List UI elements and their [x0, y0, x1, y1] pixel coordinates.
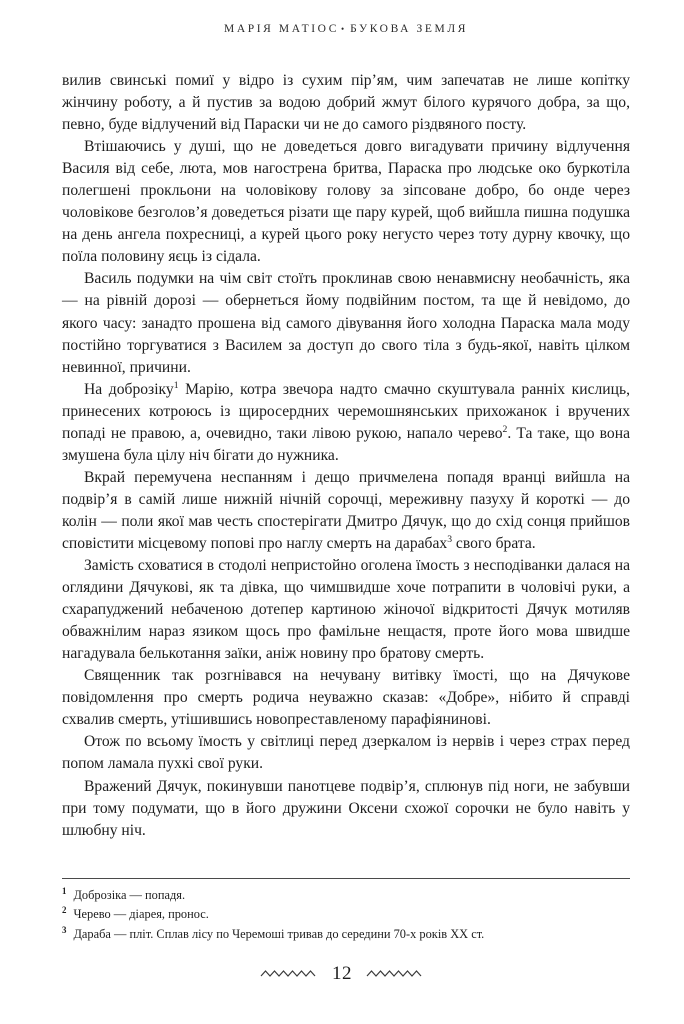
paragraph-text: Вкрай перемучена неспанням і дещо причмелена попадя вранці вийшла на подвір’я в самій лише нижній нічній сорочці, мереживну пазуху й короткі — до колін — поли якої мав честь спостерігати Дмитро Дячук, що до схід сонця прийшов сповістити місцевому попові про наглу смерть на дарабах	[62, 468, 630, 552]
paragraph-text: свого брата.	[452, 534, 536, 552]
footnote-ref-3[interactable]: 3	[447, 533, 453, 545]
zigzag-wave-ornament-icon	[366, 968, 424, 980]
footnote-marker: 1	[62, 885, 67, 896]
paragraph: Отож по всьому їмость у світлиці перед дзеркалом із нервів і через страх перед попом ламала пухкі свої руки.	[62, 733, 630, 773]
running-head	[62, 23, 630, 35]
folio	[0, 963, 684, 985]
paragraph: Вражений Дячук, покинувши панотцеве подвір’я, сплюнув під ноги, не забувши при тому подумати, що в його дружини Оксени схожої сорочки не було навіть у шлюбну ніч.	[62, 777, 630, 839]
footnote-ref-2[interactable]: 2	[502, 423, 508, 435]
paragraph-with-footnote-refs	[62, 379, 630, 467]
page-number: 12	[332, 963, 352, 984]
footnote-ref-1[interactable]: 1	[173, 379, 179, 391]
zigzag-wave-ornament-icon	[260, 968, 318, 980]
footnote-marker: 3	[62, 924, 67, 935]
paragraph: Замість сховатися в стодолі непристойно оголена їмость з несподіванки далася на оглядини Дячукові, як та дівка, що чимшвидше хоче потрапити в чоловічі руки, а схарапуджений небаченою дотепер картиною жіночої відкритості Дячук мотиляв обважнілим нараз язиком щось про фамільне нещастя, проте його мова швидше нагадувала белькотання заїки, аніж новину про братову смерть.	[62, 557, 630, 663]
main-text-block	[62, 70, 630, 842]
footnote-item	[62, 886, 630, 904]
footnote-marker: 2	[62, 905, 67, 916]
paragraph-text: На доброзіку	[84, 380, 174, 398]
running-head-title: БУКОВА ЗЕМЛЯ	[350, 23, 468, 35]
paragraph-text: . Та таке, що вона змушена була цілу ніч бігати до нужника.	[62, 424, 630, 464]
footnote-text: Доброзіка — попадя.	[73, 888, 186, 902]
paragraph: вилив свинські помиї у відро із сухим пір’ям, чим запечатав не лише копітку жінчину роботу, а й пустив за водою добрий жмут білого курячого добра, за що, певно, буде відлучений від Параски чи не до самого різдвяного посту.	[62, 72, 630, 134]
running-head-separator-icon: •	[341, 24, 345, 35]
paragraph: Священник так розгнівався на нечувану витівку їмості, що на Дячукове повідомлення про смерть родича неуважно сказав: «Добре», нібито й справді схвалив смерть, утішившись новопреставленому парафіянинові.	[62, 667, 630, 729]
footnote-item	[62, 905, 630, 923]
running-head-author: МАРІЯ МАТІОС	[224, 23, 339, 35]
paragraph: Василь подумки на чім світ стоїть проклинав свою ненавмисну необачність, яка — на рівній дорозі — обернеться йому подвійним постом, та ще й невідомо, до якого часу: занадто прошена від самого дівування його холодна Параска мала моду постійно торгуватися з Василем за доступ до свого тіла з будь-якої, навіть цілком невинної, причини.	[62, 270, 630, 376]
footnote-item	[62, 925, 630, 943]
footnotes-section	[62, 878, 630, 944]
paragraph-text: Марію, котра звечора надто смачно скуштувала ранніх кислиць, принесених котроюсь із щиросердних черемошнянських прихожанок і вручених попаді не правою, а, очевидно, таки лівою рукою, напало черево	[62, 380, 630, 442]
paragraph: Втішаючись у душі, що не доведеться довго вигадувати причину відлучення Василя від себе, люта, мов нагострена бритва, Параска про людське око буркотіла полегшені прокльони на чоловікову голову за зіпсоване добро, бо онде через чоловікове безголов’я доведеться різати ще пару курей, щоб вийшла пишна подушка на день ангела похресниці, а курей цього року негусто через тоту дурну квочку, що поїла половину яєць із сідала.	[62, 138, 630, 266]
footnote-text: Черево — діарея, пронос.	[73, 907, 209, 922]
footnote-separator-rule	[62, 878, 630, 879]
footnote-text: Дараба — пліт. Сплав лісу по Черемоші тривав до середини 70-х років XX ст.	[73, 926, 485, 941]
paragraph-with-footnote-refs	[62, 467, 630, 555]
